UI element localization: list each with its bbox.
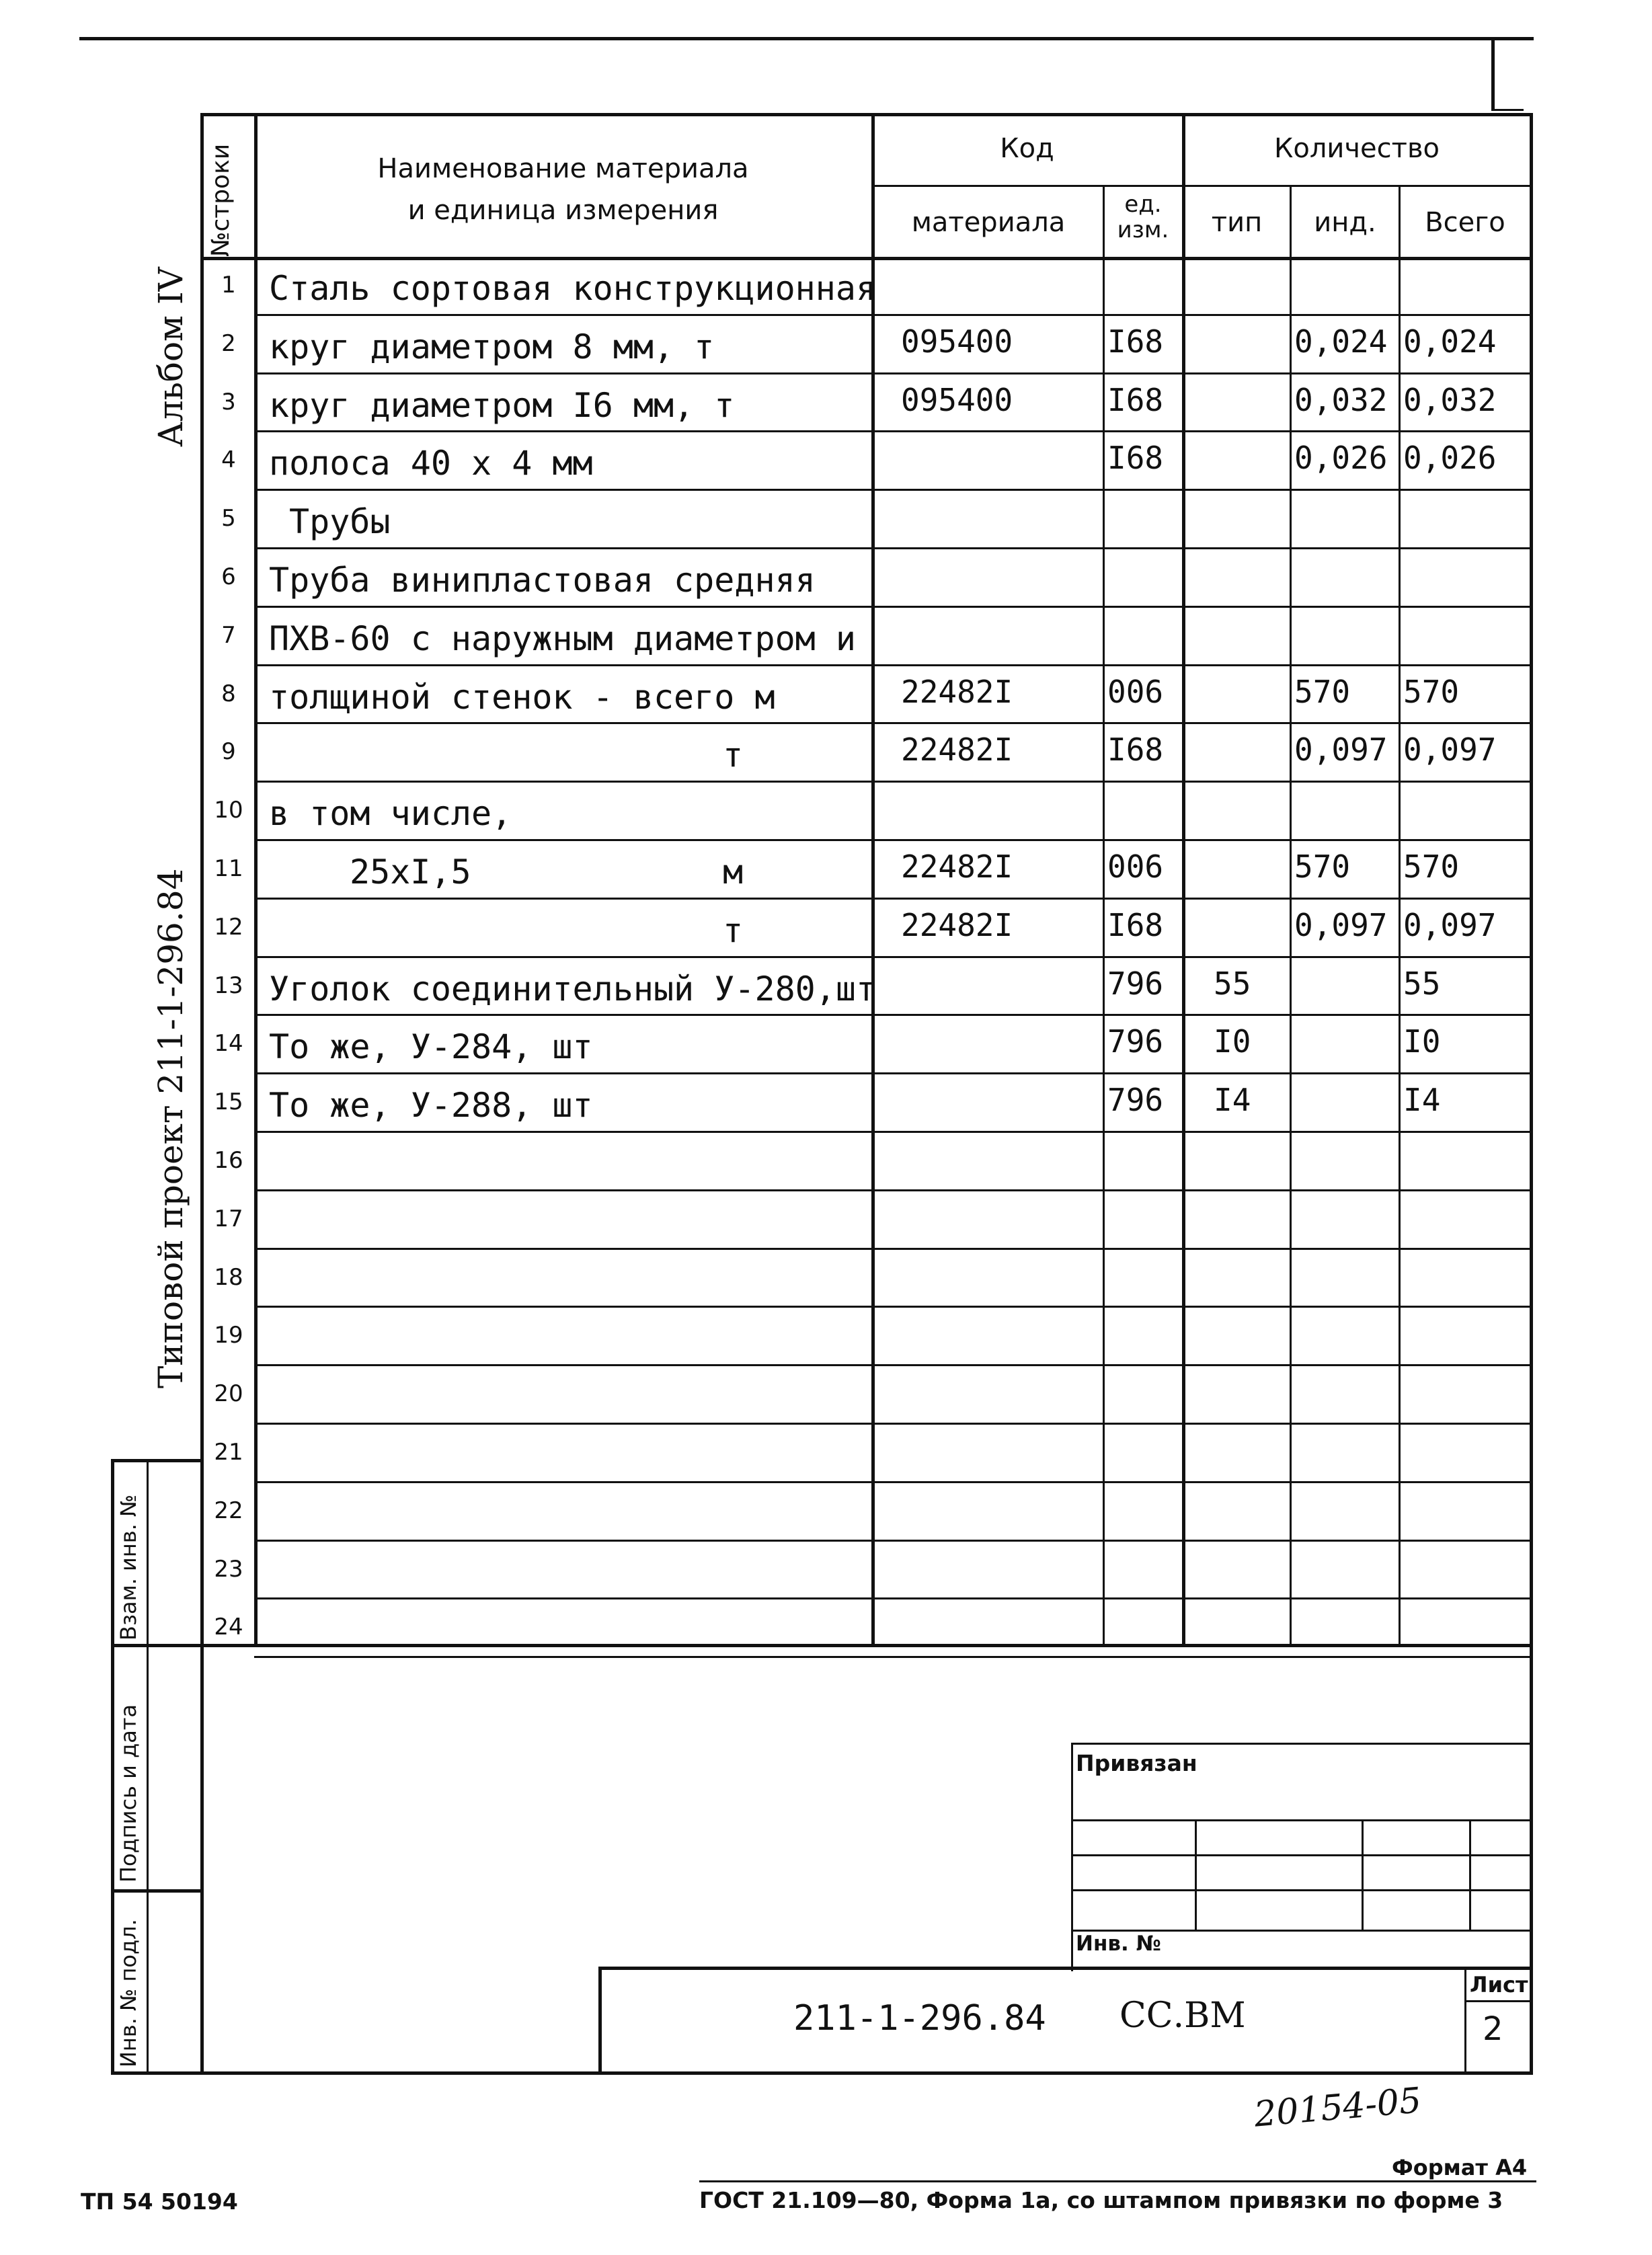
row-separator: [254, 547, 1532, 549]
stamp-left: [1071, 1743, 1073, 1971]
row-total: 0,026: [1403, 440, 1497, 477]
row-total: 0,097: [1403, 731, 1497, 768]
row-separator: [254, 1540, 1532, 1542]
row-number: 13: [214, 972, 243, 999]
format-label: Формат А4: [1392, 2155, 1528, 2180]
header-ind: инд.: [1314, 207, 1376, 238]
row-number: 24: [214, 1614, 243, 1641]
row-code: 22482I: [901, 848, 1013, 885]
col-total-divider: [1399, 187, 1401, 1646]
row-separator: [254, 956, 1532, 958]
stamp-col3: [1469, 1819, 1471, 1930]
sheet-label: Лист: [1470, 1972, 1528, 1997]
row-separator: [254, 1014, 1532, 1016]
row-unit: 796: [1107, 1082, 1164, 1119]
row-number: 17: [214, 1205, 243, 1232]
row-number: 5: [221, 505, 236, 532]
stamp-row2: [1071, 1854, 1532, 1856]
row-number: 4: [221, 446, 236, 474]
row-material-name: ПХВ-60 с наружным диаметром и: [269, 619, 856, 658]
row-code: 22482I: [901, 906, 1013, 943]
title-block-top: [598, 1967, 1533, 1970]
inv-no-label: Инв. №: [1076, 1932, 1161, 1956]
row-material-name: т: [723, 910, 744, 950]
col-unit-divider: [1103, 187, 1105, 1646]
col-qty-divider: [1182, 113, 1185, 1646]
row-code: 095400: [901, 323, 1013, 360]
row-material-name: толщиной стенок - всего м: [269, 677, 775, 717]
row-unit: 006: [1107, 848, 1164, 885]
footer-gost: ГОСТ 21.109—80, Форма 1а, со штампом привязки по форме 3: [699, 2187, 1503, 2213]
row-separator: [254, 1131, 1532, 1133]
row-separator: [254, 664, 1532, 666]
row-unit: I68: [1107, 906, 1164, 943]
row-type: 55: [1214, 965, 1251, 1002]
row-separator: [254, 898, 1532, 900]
row-number: 12: [214, 913, 243, 941]
row-total: 0,097: [1403, 906, 1497, 943]
header-unit: ед. изм.: [1117, 191, 1169, 243]
row-total: 0,024: [1403, 323, 1497, 360]
row-separator: [254, 489, 1532, 491]
row-unit: I68: [1107, 731, 1164, 768]
stamp-col1: [1195, 1819, 1197, 1930]
table-top: [200, 113, 1533, 116]
row-number: 19: [214, 1322, 243, 1349]
title-block-sheet-div: [1464, 1967, 1466, 2074]
row-total: 570: [1403, 673, 1460, 710]
row-number: 7: [221, 621, 236, 649]
row-number: 15: [214, 1089, 243, 1116]
header-bottom-line: [200, 257, 1533, 260]
header-type: тип: [1211, 207, 1263, 238]
vzam-inv-label: Взам. инв. №: [116, 1494, 141, 1640]
row-number: 20: [214, 1380, 243, 1408]
row-separator: [254, 606, 1532, 608]
row-separator: [254, 781, 1532, 783]
footer-rule: [699, 2180, 1536, 2182]
header-qty: Количество: [1273, 133, 1440, 164]
row-material-name: Труба винипластовая средняя: [269, 561, 816, 600]
row-code: 095400: [901, 381, 1013, 418]
table-right: [1530, 113, 1533, 2075]
row-number: 14: [214, 1030, 243, 1058]
row-material-name: круг диаметром 8 мм, т: [269, 327, 715, 366]
row-unit: I68: [1107, 440, 1164, 477]
stamp-top: [1071, 1743, 1532, 1745]
col-ind-divider: [1290, 187, 1292, 1646]
row-separator: [254, 430, 1532, 432]
header-total: Всего: [1425, 207, 1505, 238]
row-separator: [254, 1656, 1532, 1658]
row-ind: 570: [1294, 848, 1351, 885]
header-material: материала: [911, 207, 1066, 238]
row-ind: 570: [1294, 673, 1351, 710]
privyazan-label: Привязан: [1076, 1750, 1197, 1776]
rows-bottom-line: [200, 1644, 1533, 1647]
side-box-inner: [147, 1459, 149, 2075]
row-number: 18: [214, 1263, 243, 1291]
row-code: 22482I: [901, 731, 1013, 768]
row-type: I0: [1214, 1023, 1251, 1060]
row-separator: [254, 1481, 1532, 1483]
row-total: 55: [1403, 965, 1441, 1002]
row-unit: I68: [1107, 323, 1164, 360]
row-total: 0,032: [1403, 381, 1497, 418]
header-row-no: №строки: [207, 143, 235, 257]
inv-podl-label: Инв. № подл.: [116, 1919, 141, 2067]
row-number: 11: [214, 855, 243, 882]
side-box-left: [111, 1459, 114, 2075]
row-unit: 796: [1107, 965, 1164, 1002]
row-number: 21: [214, 1439, 243, 1466]
row-material-name: Уголок соединительный У-280,шт: [269, 969, 877, 1008]
row-material-unit: м: [723, 853, 744, 892]
row-type: I4: [1214, 1082, 1251, 1119]
stamp-row3: [1071, 1889, 1532, 1891]
row-number: 10: [214, 797, 243, 824]
row-separator: [254, 1597, 1532, 1599]
row-unit: I68: [1107, 381, 1164, 418]
row-ind: 0,097: [1294, 731, 1388, 768]
col-code-divider: [871, 113, 875, 1646]
row-number: 2: [221, 329, 236, 357]
row-total: 570: [1403, 848, 1460, 885]
row-material-name: в том числе,: [269, 794, 512, 834]
row-ind: 0,032: [1294, 381, 1388, 418]
side-box-top: [111, 1459, 202, 1462]
row-separator: [254, 314, 1532, 316]
row-number: 22: [214, 1497, 243, 1524]
row-separator: [254, 1364, 1532, 1366]
header-mid-line: [871, 185, 1533, 187]
row-unit: 796: [1107, 1023, 1164, 1060]
row-material-name: То же, У-284, шт: [269, 1027, 593, 1067]
row-material-name: круг диаметром I6 мм, т: [269, 385, 735, 425]
row-separator: [254, 1189, 1532, 1191]
side-box-div2: [111, 1889, 202, 1893]
row-separator: [254, 372, 1532, 374]
title-block-left: [598, 1967, 602, 2074]
row-material-name: Трубы: [289, 502, 391, 542]
row-number: 23: [214, 1555, 243, 1583]
row-number: 16: [214, 1147, 243, 1174]
project-label: Типовой проект 211-1-296.84: [151, 868, 190, 1388]
sheet-number: 2: [1483, 2010, 1503, 2048]
footer-left: ТП 54 50194: [81, 2188, 238, 2215]
row-separator: [254, 1423, 1532, 1425]
header-code: Код: [1000, 133, 1054, 164]
row-unit: 006: [1107, 673, 1164, 710]
side-box-div1: [111, 1644, 202, 1647]
row-material-name: т: [723, 736, 744, 775]
stamp-col2: [1362, 1819, 1364, 1930]
row-separator: [254, 839, 1532, 841]
top-rule: [79, 37, 1534, 40]
row-material-name: полоса 40 х 4 мм: [269, 444, 593, 483]
row-material-name: Сталь сортовая конструкционная: [269, 269, 877, 308]
row-ind: 0,026: [1294, 440, 1388, 477]
row-number: 9: [221, 738, 236, 766]
row-total: I4: [1403, 1082, 1441, 1119]
stamp-row1: [1071, 1819, 1532, 1821]
row-ind: 0,024: [1294, 323, 1388, 360]
row-material-name: 25хI,5: [350, 853, 471, 892]
row-code: 22482I: [901, 673, 1013, 710]
sheet-label-div: [1464, 2000, 1532, 2002]
table-bottom: [113, 2071, 1533, 2075]
row-ind: 0,097: [1294, 906, 1388, 943]
designation: 211-1-296.84: [793, 1998, 1046, 2039]
row-separator: [254, 722, 1532, 724]
row-separator: [254, 1072, 1532, 1074]
corner-mark-foot: [1491, 109, 1524, 111]
row-material-name: То же, У-288, шт: [269, 1086, 593, 1125]
header-name-line1: Наименование материала: [377, 153, 749, 184]
handwritten-number: 20154-05: [1252, 2080, 1423, 2135]
row-number: 6: [221, 563, 236, 590]
corner-mark: [1491, 37, 1495, 111]
row-number: 1: [221, 272, 236, 299]
podpis-data-label: Подпись и дата: [116, 1704, 141, 1883]
row-total: I0: [1403, 1023, 1441, 1060]
row-number: 8: [221, 680, 236, 707]
document-code: СС.ВМ: [1119, 1995, 1246, 2036]
row-number: 3: [221, 388, 236, 416]
row-separator: [254, 1248, 1532, 1250]
header-name-line2: и единица измерения: [407, 195, 719, 226]
row-separator: [254, 1306, 1532, 1308]
album-label: Альбом IV: [151, 267, 190, 447]
